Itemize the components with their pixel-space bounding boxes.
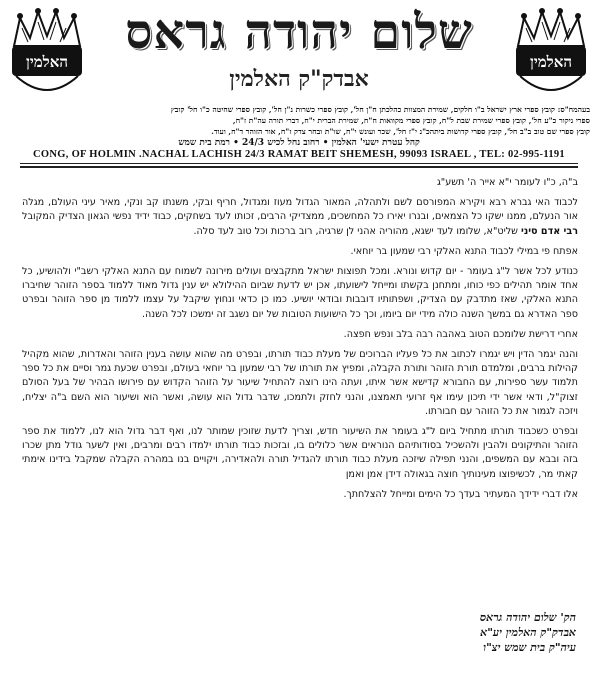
signature-location: עיה"ק בית שמש יצ"ו bbox=[483, 641, 576, 654]
body-paragraph: כנודע לכל אשר ל"ג בעומר - יום קדוש ונורא. ומכל תפוצות ישראל מתקבצים ועולים מירונה לשמוח עם התנא האלקי רשב"י ולהושיע, כל אחד אומר תהילים כפי כוחו, ומתחנן בקשתו ומייחל לישועתו, אכן יש לדעת שביום ההילולא יש ענין גדול מאוד ללמוד בספר הזוהר שחיברו התנא האלקי, שאז מתדבק עם הצדיק, ושפתותיו דובבות ובודאי יושיע. כמו כן כדאי ונחוץ שיקבל על עצמו ללמוד מן ספר הזוהר ובפרט ספר האדרא גם במשך השנה כולה מידי יום ביומו, וכך כל הישועות הטובות של יום נשגב זה ימשכו לכל השנה. bbox=[22, 266, 578, 320]
salutation-line: אחרי דרישת שלומכם הטוב באהבה רבה בלב ונפש חפצה. bbox=[343, 328, 578, 340]
letter-date: ב"ה, כ"ו לעומר י"א אייר ה' תשע"ג bbox=[436, 177, 578, 188]
crown-lettering-left: האלמין bbox=[26, 53, 68, 71]
letter-body bbox=[22, 176, 578, 508]
signature-name: הק' שלום יהודה גראס bbox=[479, 611, 576, 624]
signature-block bbox=[356, 610, 576, 655]
authors-line: בעהמח"ס: קובץ ספרי ארץ ישראל ב"ו חלקים, שמירת המצוות כהלכתן ח"ן חל', קובץ ספרי כשרות נ"ן חל', קובץ ספרי שחיטה כ"ו חל' קובץ bbox=[170, 105, 590, 114]
crown-lettering-right: האלמין bbox=[530, 53, 572, 71]
letterhead-subtitle: אבדק"ק האלמין bbox=[229, 66, 369, 92]
authors-works bbox=[8, 104, 590, 137]
opening-line: אפתח פי במילי לכבוד התנא האלקי רבי שמעון בר יוחאי. bbox=[350, 245, 578, 257]
greeting-text: לכבוד האי גברא רבא ויקירא המפורסם לשם ולתהלה, המאור הגדול מעוז ומגדול, חריף ובקי, משנתו קב ונקי, מאיר עיני העולם, מגלה אור הנעלם, ממנו ישקו כל הצמאים, ובנרו יאירו כל המחשכים, ממצדיקי הרבים, זכותו לעד בשחקים, כבוד ידיד נפשי הגאון הצדיק המקובל bbox=[22, 197, 578, 223]
authors-line: קובץ ספרי שם טוב ב"ב חל', קובץ ספרי קדושות ביתהכ"נ י"ז חל', שכר ועונש י"ח, שו"ת ובחר צדק ז"ח, אור הזוהר ד"ח, ועוד. bbox=[211, 127, 590, 136]
address-hebrew: קהל עטרת ישעי' האלמין • רחוב נחל לכיש 24/3 • רמת בית שמש bbox=[178, 138, 420, 148]
signature-title: אבדק"ק האלמין יע"א bbox=[480, 626, 576, 639]
divider-line bbox=[20, 163, 578, 164]
greeting-closing: שליט"א, שלומו לעד ישגא, מהוריה אהני לן שרגיה, רוב ברכות וכל טוב לעד סלה. bbox=[193, 225, 518, 237]
body-paragraph: ובפרט כשכבוד תורתו מתחיל ביום ל"ג בעומר את השיעור חדש, וצריך לדעת שזוכין שמותר לנו, ואף דבר גדול הוא לנו, ללמוד את ספר הזוהר והתיקונים ולהבין ולהשכיל בסודותיהם הנוראים אשר כלולים בו, ובזכות כבוד תורתו ילמדו רבים ומרבים, ואין לשער גודל מתן שכרו בזה ובבא עם המשפים, והנני תפילה שיזכה מעלת כבוד תורתו להגדיל תורה ולהאדירה, ויקויים בנו במהרה הקבלה שמקבל בידינו אימתי קאתי מר, לכשיפוצו מעינותיך חוצה בגאולה דידן אמן ואמן bbox=[22, 426, 578, 480]
body-paragraph: והנה יגמר הדין ויש יגמרו לכתוב את כל פעליו הברוכים של מעלת כבוד תורתו, ובפרט מה שהוא עושה בענין הזוהר והאדרות, שהוא מקהיל קהילות ברבים, ומלמדם תורת הזוהר ותורת הקבלה, ומפיץ את תורתו של רבי שמעון בר יוחאי בעולם, ובפרט שכעת גמר וסיים את כל ספר תלמוד עשר ספירות, עם החבורא קדישא אשר איתו, ועתה הינו רוצה להתחיל שיעור על הזוהר הקדוש עם פירושו הבהיר של בעל הסולם זצוק"ל, ודאי אשר ידי תיכון עימו אף זרועי תאמצנו, והנני לחזק ולתמכו, שדבר גדול הוא עושה, ואשר הוא ושיעור הוא השם ב"ה יצליח, ויזכה לגמור את כל הזוהר עם חבורתו. bbox=[22, 349, 578, 417]
divider-line bbox=[20, 166, 578, 168]
crown-logo-right bbox=[512, 6, 590, 104]
letterhead-title: שלום יהודה גראס bbox=[125, 4, 473, 60]
closing-line: אלו דברי ידידך המעתיר בעדך כל הימים ומייחל להצלחתך. bbox=[343, 488, 578, 500]
address-english: CONG, OF HOLMIN .NACHAL LACHISH 24/3 RAMAT BEIT SHEMESH, 99093 ISRAEL , TEL: 02-995-1191 bbox=[33, 149, 565, 160]
recipient-name: רבי אדם סיני bbox=[521, 225, 578, 237]
greeting-paragraph bbox=[22, 196, 578, 239]
letterhead bbox=[0, 0, 598, 160]
crown-logo-left bbox=[8, 6, 86, 104]
authors-line: ספרי ניקור כ"ע חל', קובץ ספרי שמירת שבת ל"ח, קובץ ספרי מקוואות ח"ח, שמירת הברית י"ח, דברי תורה עה"ת ז"ח, bbox=[232, 116, 590, 125]
